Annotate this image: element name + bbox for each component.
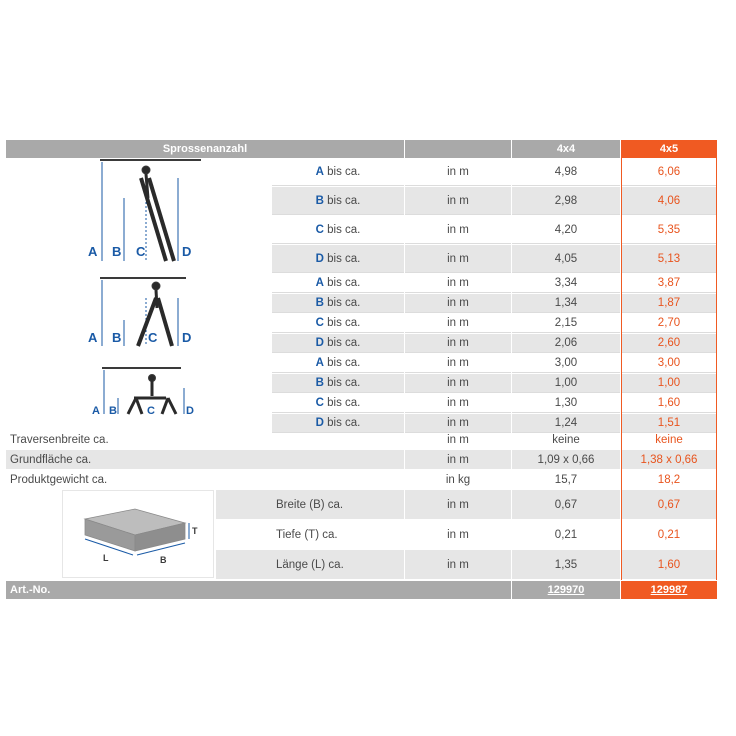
value-4x4: 1,24 [512, 414, 620, 433]
unit-cell: in m [405, 314, 511, 333]
value-4x5: 1,51 [622, 414, 716, 433]
dimension-label: bis ca. [323, 377, 361, 389]
dimension-label: bis ca. [323, 277, 361, 289]
value-4x4: 1,09 x 0,66 [512, 450, 620, 469]
footer-art-no-4x5[interactable] [621, 581, 717, 599]
dimension-label-cell [272, 245, 404, 273]
value-4x4: 1,35 [512, 550, 620, 579]
value-4x4: 4,98 [512, 158, 620, 186]
dimension-letter: D [315, 417, 324, 429]
unit-cell: in m [405, 334, 511, 353]
value-4x5: 1,38 x 0,66 [622, 450, 716, 469]
dimension-label: bis ca. [323, 194, 361, 207]
unit-cell: in m [405, 550, 511, 579]
extra-row-label: Grundfläche ca. [6, 450, 404, 469]
unit-cell: in m [405, 294, 511, 313]
dimension-letter: D [315, 337, 324, 349]
value-4x5: 18,2 [657, 473, 681, 486]
value-4x5: 2,70 [622, 314, 716, 333]
header-unit-cell [405, 140, 511, 158]
header-col-4x4-label: 4x4 [556, 143, 576, 155]
pack-row-label: Länge (L) ca. [216, 550, 404, 579]
dimension-label-cell [272, 274, 404, 293]
dimension-label-cell [272, 354, 404, 373]
package-image-frame [62, 490, 214, 578]
value-4x4: 3,34 [512, 274, 620, 293]
header-col-4x4 [512, 140, 620, 158]
unit-cell: in kg [445, 473, 471, 486]
diag1-label-d: D [182, 244, 192, 259]
dimension-label-cell [272, 394, 404, 413]
value-4x5: 0,21 [657, 528, 681, 541]
diag1-label-c: C [136, 244, 146, 259]
value-4x4: 2,15 [512, 314, 620, 333]
value-4x5: 1,60 [622, 550, 716, 579]
value-4x4: 1,00 [512, 374, 620, 393]
dimension-label-cell [272, 314, 404, 333]
dimension-label: bis ca. [323, 417, 361, 429]
box-label-l: L [103, 553, 109, 563]
dimension-letter: A [315, 165, 324, 178]
dimension-label: bis ca. [323, 223, 361, 236]
value-4x4: 1,30 [512, 394, 620, 413]
box-label-b: B [160, 555, 167, 565]
unit-cell: in m [447, 433, 469, 446]
dimension-label-cell [272, 216, 404, 244]
dimension-label: bis ca. [323, 165, 361, 178]
dimension-letter: A [315, 357, 324, 369]
unit-cell: in m [405, 450, 511, 469]
header-title: Sprossenanzahl [162, 143, 248, 155]
header-col-4x5-label: 4x5 [659, 143, 679, 155]
unit-cell: in m [405, 490, 511, 519]
dimension-letter: B [315, 194, 324, 207]
value-4x5: 0,67 [622, 490, 716, 519]
value-4x4: 3,00 [512, 354, 620, 373]
spec-table [6, 140, 717, 599]
value-4x4: 2,98 [512, 187, 620, 215]
value-4x5: 3,00 [622, 354, 716, 373]
value-4x4: 15,7 [554, 473, 578, 486]
dimension-label: bis ca. [323, 337, 361, 349]
dimension-label: bis ca. [323, 397, 361, 409]
diag2-label-b: B [112, 330, 122, 345]
dimension-letter: C [315, 397, 324, 409]
dimension-label-cell [272, 374, 404, 393]
header-col-4x5 [621, 140, 717, 158]
unit-cell: in m [405, 158, 511, 186]
art-no-4x4-link[interactable]: 129970 [547, 584, 585, 596]
diag1-label-a: A [88, 244, 98, 259]
dimension-letter: D [315, 252, 324, 265]
value-4x4: 4,05 [512, 245, 620, 273]
unit-cell: in m [405, 187, 511, 215]
header-title-cell [6, 140, 404, 158]
value-4x5: keine [655, 433, 683, 446]
dimension-letter: C [315, 223, 324, 236]
pack-row-label: Tiefe (T) ca. [276, 528, 338, 541]
dimension-label: bis ca. [323, 297, 361, 309]
diag2-label-d: D [182, 330, 192, 345]
diag2-label-a: A [88, 330, 98, 345]
package-box-icon [63, 491, 215, 579]
ladder-diagram-svg [6, 158, 272, 420]
unit-cell: in m [447, 528, 469, 541]
art-no-4x5-link[interactable]: 129987 [650, 584, 688, 596]
value-4x5: 5,35 [622, 216, 716, 244]
extra-row-label: Traversenbreite ca. [10, 433, 109, 446]
value-4x5: 1,00 [622, 374, 716, 393]
unit-cell: in m [405, 394, 511, 413]
dimension-label-cell [272, 334, 404, 353]
value-4x4: 2,06 [512, 334, 620, 353]
value-4x4: 0,21 [554, 528, 578, 541]
dimension-label: bis ca. [323, 317, 361, 329]
unit-cell: in m [405, 374, 511, 393]
diag3-label-d: D [186, 405, 194, 417]
value-4x5: 6,06 [622, 158, 716, 186]
dimension-label: bis ca. [323, 357, 361, 369]
unit-cell: in m [405, 245, 511, 273]
dimension-letter: A [315, 277, 324, 289]
footer-art-no-4x4[interactable] [512, 581, 620, 599]
dimension-label-cell [272, 294, 404, 313]
footer-label-cell [6, 581, 511, 599]
diag3-label-b: B [109, 405, 117, 417]
value-4x5: 5,13 [622, 245, 716, 273]
unit-cell: in m [405, 216, 511, 244]
value-4x5: 3,87 [622, 274, 716, 293]
ladder-diagrams [6, 158, 272, 420]
unit-cell: in m [405, 414, 511, 433]
dimension-label: bis ca. [323, 252, 361, 265]
extra-row-label: Produktgewicht ca. [10, 473, 108, 486]
box-label-t: T [192, 526, 198, 536]
value-4x5: 4,06 [622, 187, 716, 215]
dimension-label-cell [272, 158, 404, 186]
dimension-letter: B [315, 297, 324, 309]
value-4x4: 0,67 [512, 490, 620, 519]
value-4x5: 2,60 [622, 334, 716, 353]
value-4x4: keine [552, 433, 580, 446]
value-4x4: 1,34 [512, 294, 620, 313]
diag1-label-b: B [112, 244, 122, 259]
diag3-label-c: C [147, 405, 155, 417]
dimension-label-cell [272, 187, 404, 215]
dimension-letter: B [315, 377, 324, 389]
unit-cell: in m [405, 274, 511, 293]
pack-row-label: Breite (B) ca. [216, 490, 404, 519]
value-4x5: 1,87 [622, 294, 716, 313]
diag3-label-a: A [92, 405, 100, 417]
unit-cell: in m [405, 354, 511, 373]
dimension-letter: C [315, 317, 324, 329]
value-4x4: 4,20 [512, 216, 620, 244]
value-4x5: 1,60 [622, 394, 716, 413]
footer-label: Art.-No. [10, 584, 51, 596]
diag2-label-c: C [148, 330, 158, 345]
